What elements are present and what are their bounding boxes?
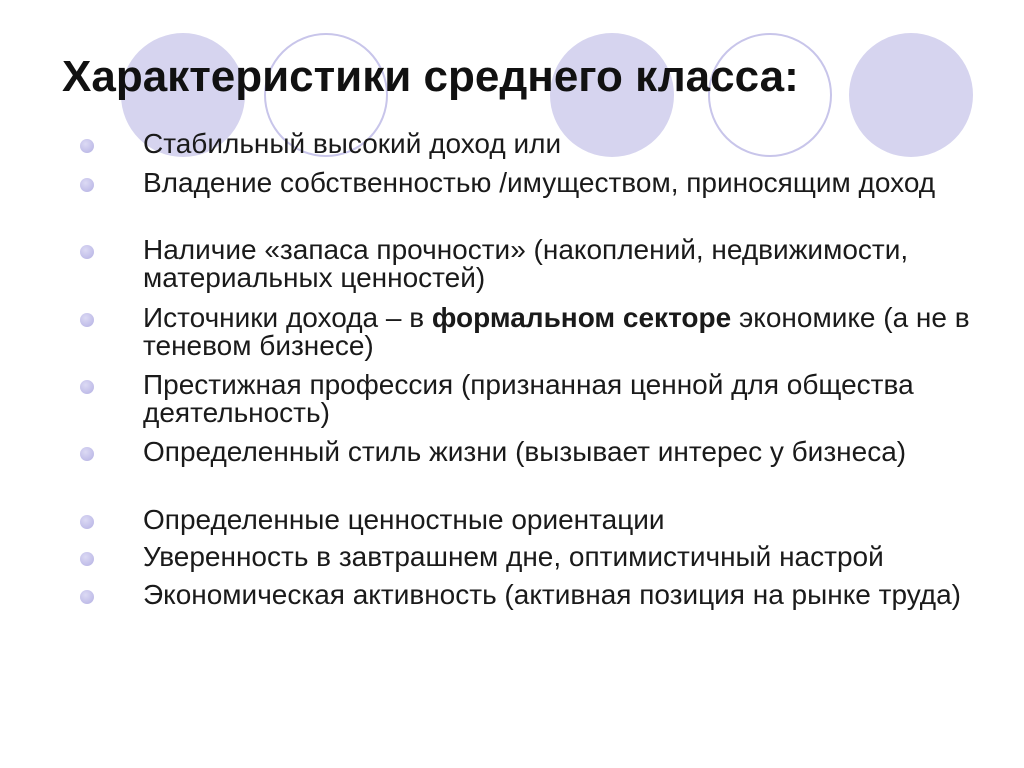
- list-item-text: Наличие «запаса прочности» (накоплений, недвижимости, материальных ценностей): [143, 234, 909, 293]
- bullet-icon: [80, 139, 94, 153]
- list-item-text: Престижная профессия (признанная ценной для общества деятельность): [143, 369, 914, 428]
- list-item-text: Экономическая активность (активная позиция на рынке труда): [143, 579, 962, 610]
- bullet-icon: [80, 178, 94, 192]
- list-item-text: Определенные ценностные ориентации: [143, 504, 665, 535]
- bullet-icon: [80, 447, 94, 461]
- list-item-text: Определенный стиль жизни (вызывает интерес у бизнеса): [143, 436, 907, 467]
- bullet-icon: [80, 590, 94, 604]
- bullet-icon: [80, 552, 94, 566]
- bullet-icon: [80, 313, 94, 327]
- list-item-text: [143, 304, 1003, 360]
- bullet-icon: [80, 515, 94, 529]
- list-item-text: Владение собственностью /имуществом, приносящим доход: [143, 167, 936, 198]
- list-item-text: Стабильный высокий доход или: [143, 128, 562, 159]
- list-item-text-start: Источники дохода – в: [143, 302, 432, 333]
- slide-title: Характеристики среднего класса:: [62, 52, 799, 101]
- list-item-text-bold: формальном секторе: [431, 302, 732, 333]
- bullet-icon: [80, 245, 94, 259]
- bullet-icon: [80, 380, 94, 394]
- list-item-text-end: экономике (а не в теневом бизнесе): [143, 302, 970, 361]
- list-item-text: Уверенность в завтрашнем дне, оптимистичный настрой: [143, 541, 884, 572]
